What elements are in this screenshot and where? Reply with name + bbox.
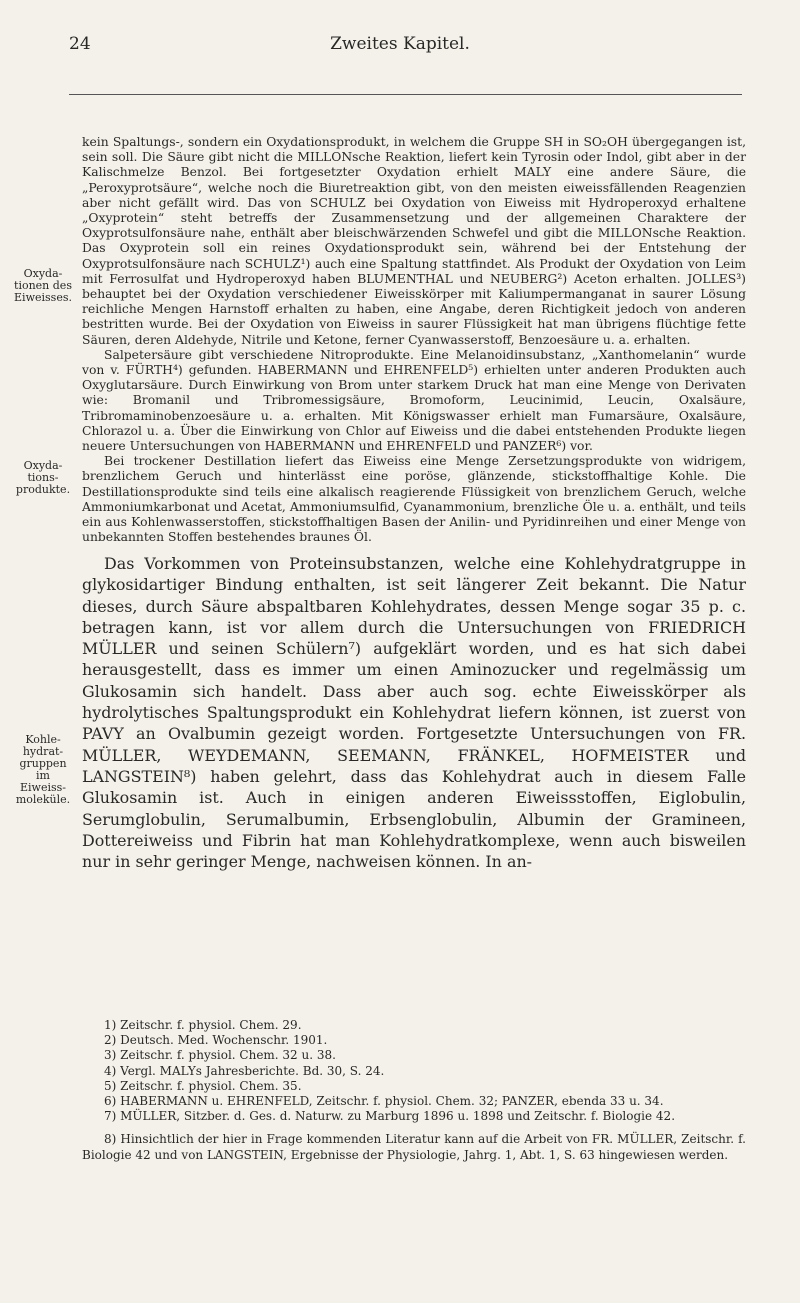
- main-text-block: [82, 553, 746, 872]
- small-text-block: [82, 135, 746, 545]
- footnote-7: 7) MÜLLER, Sitzber. d. Ges. d. Naturw. zu Marburg 1896 u. 1898 und Zeitschr. f. Biologie 42.: [104, 1109, 676, 1124]
- page-number: 24: [69, 34, 91, 54]
- footnote-4: 4) Vergl. MALYs Jahresberichte. Bd. 30, S. 24.: [104, 1063, 385, 1078]
- footnotes: [82, 1018, 746, 1163]
- footnote-8: 8) Hinsichtlich der hier in Frage kommenden Literatur kann auf die Arbeit von FR. MÜLLER, Zeitschr. f. Biologie 42 und von LANGSTEIN, Ergebnisse der Physiologie, Jahrg. 1, Abt. 1, S. 63 hingewiesen werden.: [82, 1132, 746, 1162]
- footnote-6: 6) HABERMANN u. EHRENFELD, Zeitschr. f. physiol. Chem. 32; PANZER, ebenda 33 u. 34.: [104, 1094, 664, 1109]
- header-rule: [69, 94, 742, 95]
- footnote-3: 3) Zeitschr. f. physiol. Chem. 32 u. 38.: [104, 1048, 336, 1063]
- margin-note-oxydationen: Oxyda- tionen des Eiweisses.: [14, 267, 72, 304]
- paragraph-destillation: Bei trockener Destillation liefert das Eiweiss eine Menge Zersetzungsprodukte von widrigem, brenzlichem Geruch und hinterlässt eine poröse, glänzende, stickstoffhaltige Kohle. Die Destillationsprodukte sind teils eine alkalisch reagierende Flüssigkeit von brenzlichem Geruch, welche Ammoniumkarbonat und Acetat, Ammoniumsulfid, Cyanammonium, brenzliche Öle u. a. enthält, und teils ein aus Kohlenwasserstoffen, stickstoffhaltigen Basen der Anilin- und Pyridinreihen und einer Menge von unbekannten Stoffen bestehendes braunes Öl.: [82, 454, 746, 545]
- footnote-1: 1) Zeitschr. f. physiol. Chem. 29.: [104, 1018, 302, 1032]
- footnote-5: 5) Zeitschr. f. physiol. Chem. 35.: [104, 1078, 302, 1093]
- footnote-2: 2) Deutsch. Med. Wochenschr. 1901.: [104, 1033, 328, 1048]
- running-title: Zweites Kapitel.: [330, 34, 470, 54]
- paragraph-oxydation: kein Spaltungs-, sondern ein Oxydationsprodukt, in welchem die Gruppe SH in SO₂OH übergegangen ist, sein soll. Die Säure gibt nicht die MILLONsche Reaktion, liefert kein Tyrosin oder Indol, gibt aber in der Kalischmelze Benzol. Bei fortgesetzter Oxydation erhielt MALY eine andere Säure, die „Peroxyprotsäure“, welche noch die Biuretreaktion gibt, von den meisten eiweissfällenden Reagenzien aber nicht gefällt wird. Das von SCHULZ bei Oxydation von Eiweiss mit Hydroperoxyd erhaltene „Oxyprotein“ steht betreffs der Zusammensetzung und der allgemeinen Charaktere der Oxyprotsulfonsäure nahe, enthält aber bleischwärzenden Schwefel und gibt die MILLONsche Reaktion. Das Oxyprotein soll ein reines Oxydationsprodukt sein, während bei der Entstehung der Oxyprotsulfonsäure nach SCHULZ¹) auch eine Spaltung stattfindet. Als Produkt der Oxydation von Leim mit Ferrosulfat und Hydroperoxyd haben BLUMENTHAL und NEUBERG²) Aceton erhalten. JOLLES³) behauptet bei der Oxydation verschiedener Eiweisskörper mit Kaliumpermanganat in saurer Lösung reichliche Mengen Harnstoff erhalten zu haben, eine Angabe, deren Richtigkeit jedoch von anderen bestritten wurde. Bei der Oxydation von Eiweiss in saurer Flüssigkeit hat man übrigens flüchtige fette Säuren, deren Aldehyde, Nitrile und Ketone, ferner Cyanwasserstoff, Benzoesäure u. a. erhalten.: [82, 135, 746, 347]
- paragraph-kohlehydrat: Das Vorkommen von Proteinsubstanzen, welche eine Kohlehydratgruppe in glykosidartiger Bindung enthalten, ist seit längerer Zeit bekannt. Die Natur dieses, durch Säure abspaltbaren Kohlehydrates, dessen Menge sogar 35 p. c. betragen kann, ist vor allem durch die Untersuchungen von FRIEDRICH MÜLLER und seinen Schülern⁷) aufgeklärt worden, und es hat sich dabei herausgestellt, dass es immer um einen Aminozucker und regelmässig um Glukosamin sich handelt. Dass aber auch sog. echte Eiweisskörper als hydrolytisches Spaltungsprodukt ein Kohlehydrat liefern können, ist zuerst von PAVY an Ovalbumin gezeigt worden. Fortgesetzte Untersuchungen von FR. MÜLLER, WEYDEMANN, SEEMANN, FRÄNKEL, HOFMEISTER und LANGSTEIN⁸) haben gelehrt, dass das Kohlehydrat auch in diesem Falle Glukosamin ist. Auch in einigen anderen Eiweissstoffen, Eiglobulin, Serumglobulin, Serumalbumin, Erbsenglobulin, Albumin der Gramineen, Dottereiweiss und Fibrin hat man Kohlehydratkomplexe, wenn auch bisweilen nur in sehr geringer Menge, nachweisen können. In an-: [82, 554, 746, 872]
- margin-note-kohlehydratgruppen: Kohle- hydrat- gruppen im Eiweiss- moleküle.: [15, 733, 71, 806]
- paragraph-salpetersaeure: Salpetersäure gibt verschiedene Nitroprodukte. Eine Melanoidinsubstanz, „Xanthomelanin“ wurde von v. FÜRTH⁴) gefunden. HABERMANN und EHRENFELD⁵) erhielten unter anderen Produkten auch Oxyglutarsäure. Durch Einwirkung von Brom unter starkem Druck hat man eine Menge von Derivaten wie: Bromanil und Tribromessigsäure, Bromoform, Leucinimid, Leucin, Oxalsäure, Tribromaminobenzoesäure u. a. erhalten. Mit Königswasser erhielt man Fumarsäure, Oxalsäure, Chlorazol u. a. Über die Einwirkung von Chlor auf Eiweiss und die dabei entstehenden Produkte liegen neuere Untersuchungen von HABERMANN und EHRENFELD und PANZER⁶) vor.: [82, 347, 746, 454]
- margin-note-oxydationsprodukte: Oxyda- tions- produkte.: [15, 459, 71, 496]
- page-header: [0, 34, 800, 64]
